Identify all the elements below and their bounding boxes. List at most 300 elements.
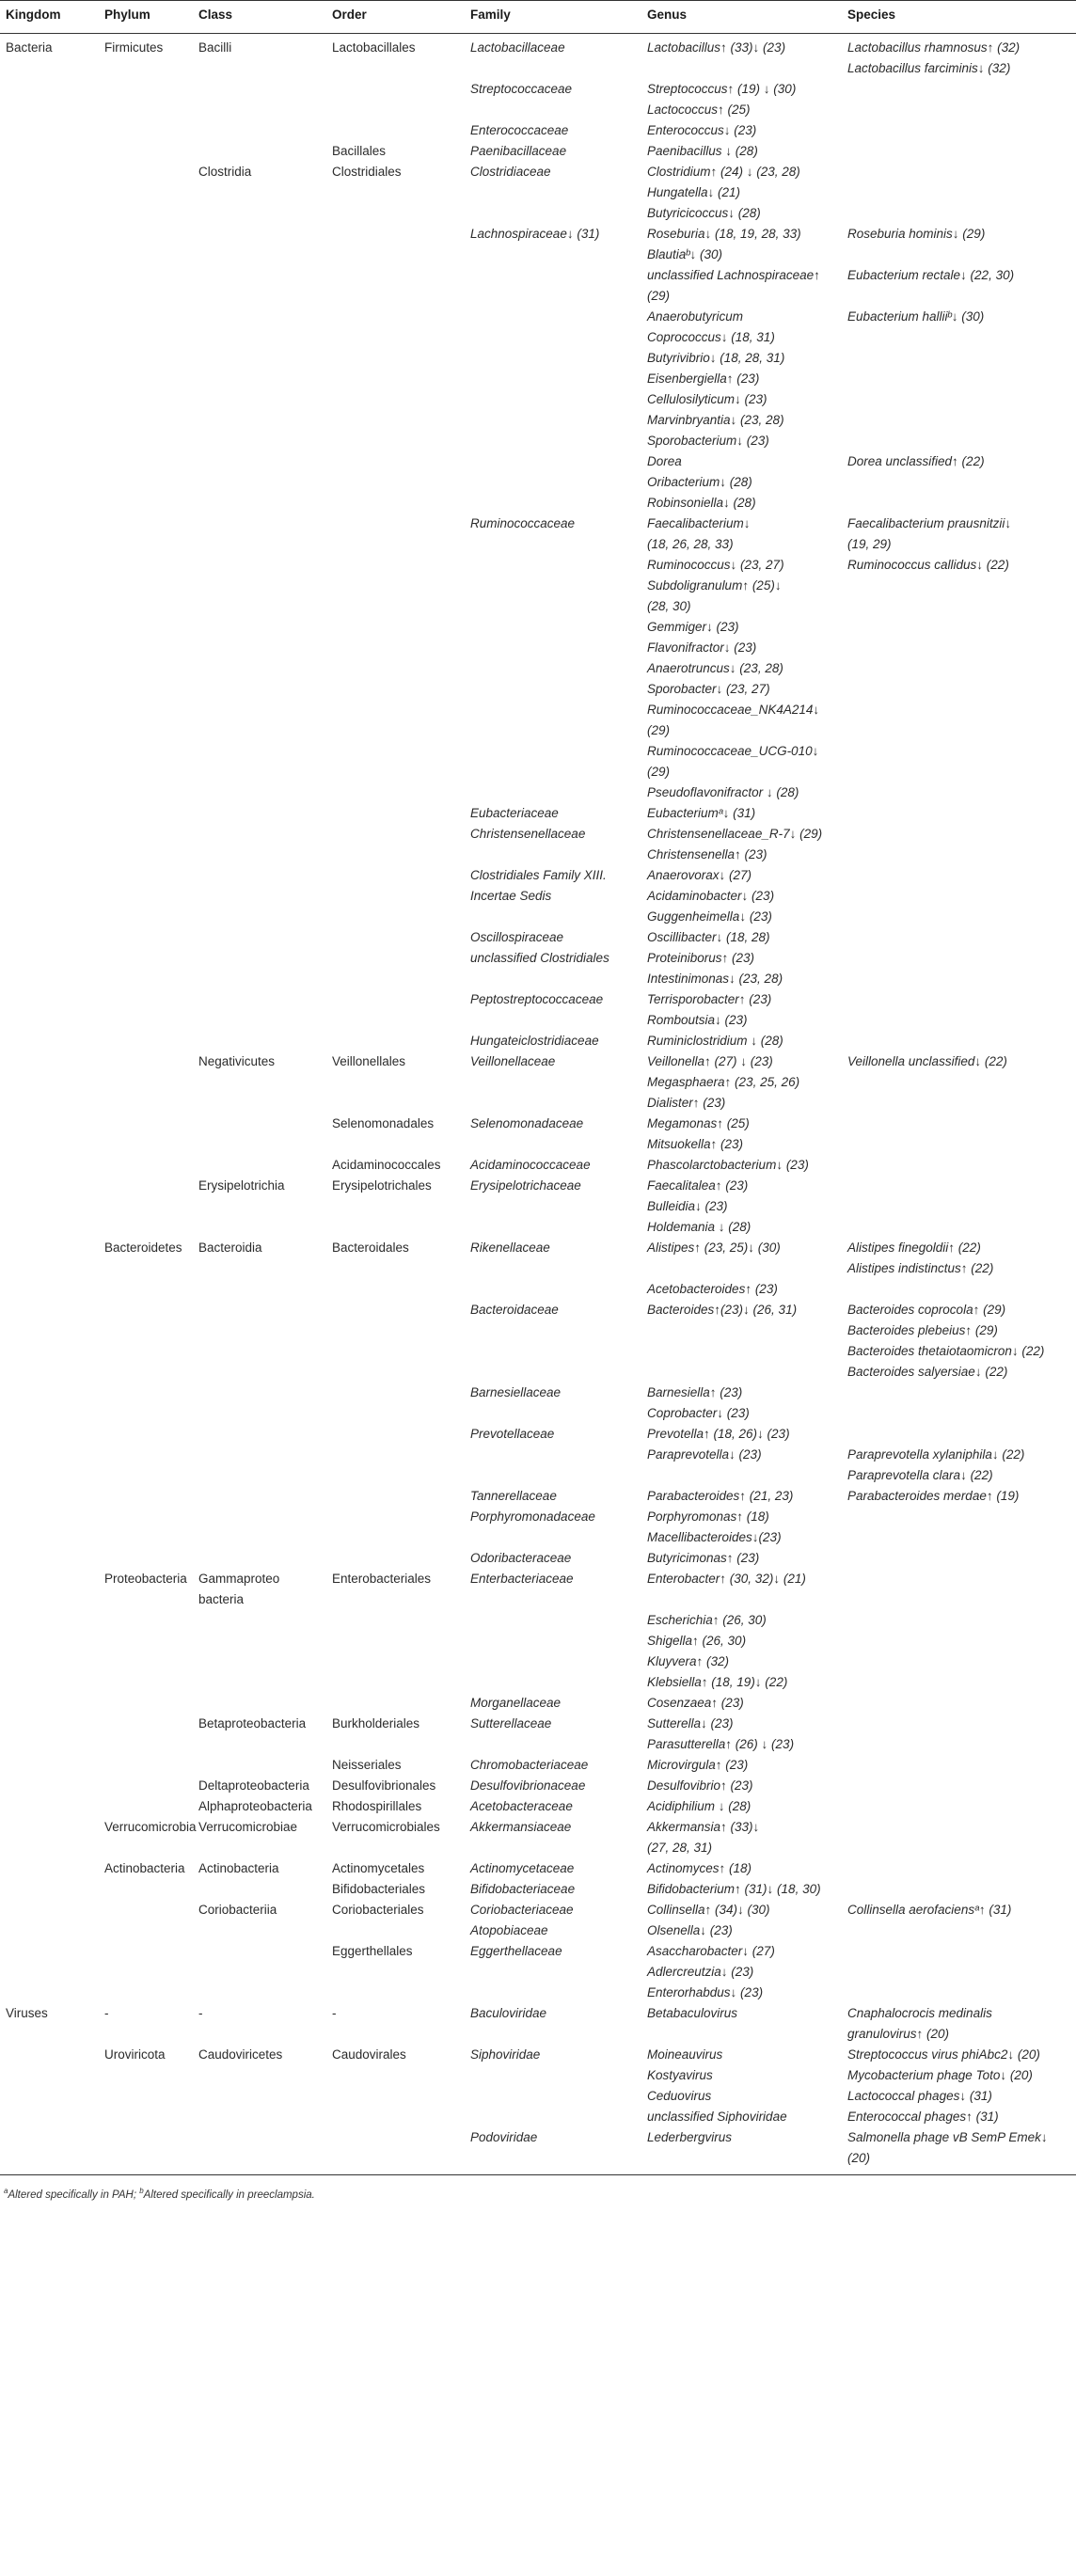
cell-phylum bbox=[99, 514, 193, 534]
cell-genus: Porphyromonas↑ (18) bbox=[647, 1509, 769, 1524]
cell-genus: Ruminiclostridium ↓ (28) bbox=[647, 1034, 783, 1048]
table-row bbox=[0, 679, 1076, 700]
table-row bbox=[0, 1920, 1076, 1941]
cell-family: Akkermansiaceae bbox=[470, 1820, 572, 1834]
cell-kingdom bbox=[0, 1817, 99, 1838]
table-row bbox=[0, 410, 1076, 431]
cell-class bbox=[193, 2065, 326, 2086]
table-row bbox=[0, 1900, 1076, 1920]
cell-family: Christensenellaceae bbox=[470, 827, 586, 841]
cell-phylum bbox=[99, 907, 193, 927]
cell-species: Roseburia hominis↓ (29) bbox=[847, 227, 986, 241]
cell-family bbox=[465, 451, 641, 472]
table-row bbox=[0, 1941, 1076, 1962]
cell-genus: Lactobacillus↑ (33)↓ (23) bbox=[647, 40, 786, 55]
cell-class bbox=[193, 1651, 326, 1672]
header-phylum: Phylum bbox=[99, 1, 193, 34]
cell-genus: Dialister↑ (23) bbox=[647, 1096, 726, 1110]
cell-order: Eggerthellales bbox=[332, 1944, 413, 1958]
cell-genus: Anaerovorax↓ (27) bbox=[647, 868, 752, 882]
cell-species bbox=[842, 327, 1076, 348]
cell-species bbox=[842, 1920, 1076, 1941]
table-row bbox=[0, 327, 1076, 348]
header-genus: Genus bbox=[641, 1, 842, 34]
cell-kingdom bbox=[0, 493, 99, 514]
table-row bbox=[0, 182, 1076, 203]
cell-species: Mycobacterium phage Toto↓ (20) bbox=[847, 2068, 1033, 2082]
table-row bbox=[0, 658, 1076, 679]
cell-class bbox=[193, 782, 326, 803]
cell-family bbox=[465, 638, 641, 658]
table-row bbox=[0, 245, 1076, 265]
cell-order bbox=[326, 2127, 465, 2148]
cell-genus: Bacteroides↑(23)↓ (26, 31) bbox=[647, 1303, 798, 1317]
cell-order bbox=[326, 431, 465, 451]
table-row bbox=[0, 348, 1076, 369]
table-row bbox=[0, 162, 1076, 182]
cell-species bbox=[842, 700, 1076, 720]
cell-class: Betaproteobacteria bbox=[198, 1716, 307, 1731]
cell-class: Verrucomicrobiae bbox=[198, 1820, 298, 1834]
cell-phylum bbox=[99, 1900, 193, 1920]
table-row bbox=[0, 1465, 1076, 1486]
cell-genus: Oribacterium↓ (28) bbox=[647, 475, 752, 489]
cell-genus: Christensenella↑ (23) bbox=[647, 847, 767, 861]
table-row bbox=[0, 1051, 1076, 1072]
cell-genus: Romboutsia↓ (23) bbox=[647, 1013, 748, 1027]
cell-class bbox=[193, 1486, 326, 1507]
cell-order: Lactobacillales bbox=[332, 40, 416, 55]
cell-order bbox=[326, 100, 465, 120]
cell-order bbox=[326, 493, 465, 514]
cell-order bbox=[326, 1072, 465, 1093]
cell-species: Bacteroides coprocola↑ (29) bbox=[847, 1303, 1006, 1317]
cell-family bbox=[465, 1631, 641, 1651]
cell-species bbox=[842, 1093, 1076, 1114]
cell-phylum bbox=[99, 1010, 193, 1031]
cell-kingdom bbox=[0, 1341, 99, 1362]
cell-phylum bbox=[99, 1486, 193, 1507]
cell-family bbox=[465, 327, 641, 348]
cell-species bbox=[842, 824, 1076, 845]
cell-family: Streptococcaceae bbox=[470, 82, 573, 96]
cell-family: Acetobacteraceae bbox=[470, 1799, 573, 1813]
cell-family: Selenomonadaceae bbox=[470, 1116, 584, 1130]
cell-class bbox=[193, 120, 326, 141]
cell-phylum bbox=[99, 451, 193, 472]
cell-species bbox=[842, 1072, 1076, 1093]
cell-kingdom bbox=[0, 286, 99, 307]
cell-phylum bbox=[99, 1217, 193, 1238]
cell-species bbox=[842, 1279, 1076, 1300]
cell-genus: Sporobacterium↓ (23) bbox=[647, 434, 769, 448]
cell-family: Baculoviridae bbox=[470, 2006, 547, 2020]
cell-kingdom bbox=[0, 1465, 99, 1486]
cell-order bbox=[326, 2148, 465, 2169]
cell-order bbox=[326, 1196, 465, 1217]
table-row bbox=[0, 803, 1076, 824]
cell-phylum bbox=[99, 162, 193, 182]
cell-class bbox=[193, 1527, 326, 1548]
cell-class bbox=[193, 1134, 326, 1155]
cell-order: Coriobacteriales bbox=[332, 1903, 424, 1917]
cell-family bbox=[465, 741, 641, 762]
cell-species bbox=[842, 1610, 1076, 1631]
table-row bbox=[0, 1507, 1076, 1527]
cell-class: Erysipelotrichia bbox=[198, 1178, 285, 1193]
cell-species bbox=[842, 431, 1076, 451]
cell-family bbox=[465, 493, 641, 514]
cell-genus: Actinomyces↑ (18) bbox=[647, 1861, 752, 1875]
cell-genus: Olsenella↓ (23) bbox=[647, 1923, 733, 1937]
cell-genus bbox=[641, 1589, 842, 1610]
cell-class bbox=[193, 534, 326, 555]
table-row bbox=[0, 389, 1076, 410]
cell-class bbox=[193, 989, 326, 1010]
table-row bbox=[0, 286, 1076, 307]
cell-species bbox=[842, 410, 1076, 431]
cell-genus: (18, 26, 28, 33) bbox=[647, 537, 734, 551]
cell-kingdom bbox=[0, 1072, 99, 1093]
cell-kingdom bbox=[0, 1176, 99, 1196]
cell-phylum bbox=[99, 1341, 193, 1362]
table-row bbox=[0, 1424, 1076, 1445]
cell-kingdom bbox=[0, 1300, 99, 1320]
cell-order bbox=[326, 1279, 465, 1300]
table-row bbox=[0, 2127, 1076, 2148]
cell-order bbox=[326, 534, 465, 555]
cell-order bbox=[326, 782, 465, 803]
cell-genus: Enterorhabdus↓ (23) bbox=[647, 1985, 764, 1999]
cell-class bbox=[193, 1631, 326, 1651]
cell-class bbox=[193, 576, 326, 596]
cell-kingdom bbox=[0, 1031, 99, 1051]
cell-order bbox=[326, 1962, 465, 1983]
cell-species bbox=[842, 1796, 1076, 1817]
cell-class bbox=[193, 1734, 326, 1755]
cell-family bbox=[465, 1672, 641, 1693]
cell-species bbox=[842, 638, 1076, 658]
cell-class bbox=[193, 1093, 326, 1114]
cell-order bbox=[326, 1217, 465, 1238]
cell-order bbox=[326, 762, 465, 782]
cell-order: Bacillales bbox=[332, 144, 387, 158]
table-row bbox=[0, 1217, 1076, 1238]
table-row bbox=[0, 1589, 1076, 1610]
cell-order bbox=[326, 79, 465, 100]
cell-phylum bbox=[99, 1176, 193, 1196]
cell-phylum bbox=[99, 1941, 193, 1962]
cell-species: Lactobacillus farciminis↓ (32) bbox=[847, 61, 1011, 75]
cell-class bbox=[193, 1341, 326, 1362]
cell-species bbox=[842, 348, 1076, 369]
cell-phylum bbox=[99, 1631, 193, 1651]
cell-kingdom bbox=[0, 2024, 99, 2045]
cell-genus: Cellulosilyticum↓ (23) bbox=[647, 392, 767, 406]
cell-species bbox=[842, 1755, 1076, 1776]
cell-order: Veillonellales bbox=[332, 1054, 406, 1068]
table-row bbox=[0, 120, 1076, 141]
cell-kingdom bbox=[0, 1900, 99, 1920]
cell-species bbox=[842, 1527, 1076, 1548]
cell-family bbox=[465, 1445, 641, 1465]
cell-family: Enterbacteriaceae bbox=[470, 1572, 574, 1586]
cell-order bbox=[326, 617, 465, 638]
cell-order bbox=[326, 265, 465, 286]
cell-order bbox=[326, 307, 465, 327]
cell-kingdom: Bacteria bbox=[6, 40, 53, 55]
cell-genus: Paraprevotella↓ (23) bbox=[647, 1447, 762, 1462]
cell-kingdom bbox=[0, 576, 99, 596]
table-row bbox=[0, 1279, 1076, 1300]
cell-kingdom bbox=[0, 2148, 99, 2169]
cell-kingdom bbox=[0, 1962, 99, 1983]
cell-genus: Sporobacter↓ (23, 27) bbox=[647, 682, 770, 696]
cell-phylum bbox=[99, 1051, 193, 1072]
cell-genus: Collinsella↑ (34)↓ (30) bbox=[647, 1903, 770, 1917]
cell-kingdom bbox=[0, 1672, 99, 1693]
cell-kingdom bbox=[0, 1486, 99, 1507]
cell-kingdom bbox=[0, 1051, 99, 1072]
cell-phylum bbox=[99, 1879, 193, 1900]
cell-kingdom bbox=[0, 803, 99, 824]
cell-family: Rikenellaceae bbox=[470, 1241, 550, 1255]
cell-order bbox=[326, 410, 465, 431]
cell-family: Ruminococcaceae bbox=[470, 516, 576, 530]
cell-family bbox=[465, 265, 641, 286]
table-row bbox=[0, 720, 1076, 741]
cell-species: Bacteroides salyersiae↓ (22) bbox=[847, 1365, 1008, 1379]
cell-genus: Enterococcus↓ (23) bbox=[647, 123, 757, 137]
cell-order bbox=[326, 203, 465, 224]
cell-kingdom bbox=[0, 762, 99, 782]
cell-species bbox=[842, 1714, 1076, 1734]
cell-species: Alistipes finegoldii↑ (22) bbox=[847, 1241, 981, 1255]
cell-phylum bbox=[99, 1838, 193, 1858]
cell-class bbox=[193, 1424, 326, 1445]
cell-family bbox=[465, 410, 641, 431]
cell-species bbox=[842, 162, 1076, 182]
cell-phylum bbox=[99, 1320, 193, 1341]
cell-species bbox=[842, 79, 1076, 100]
table-row bbox=[0, 907, 1076, 927]
cell-kingdom bbox=[0, 741, 99, 762]
cell-class bbox=[193, 369, 326, 389]
cell-family bbox=[465, 596, 641, 617]
cell-order bbox=[326, 120, 465, 141]
cell-species: Paraprevotella xylaniphila↓ (22) bbox=[847, 1447, 1025, 1462]
cell-family bbox=[465, 1983, 641, 2003]
cell-kingdom bbox=[0, 927, 99, 948]
cell-family bbox=[465, 307, 641, 327]
cell-order: Acidaminococcales bbox=[332, 1158, 441, 1172]
cell-class: Bacteroidia bbox=[198, 1241, 262, 1255]
cell-genus: Lederbergvirus bbox=[647, 2130, 733, 2144]
cell-kingdom bbox=[0, 307, 99, 327]
cell-family: Tannerellaceae bbox=[470, 1489, 557, 1503]
cell-order: Rhodospirillales bbox=[332, 1799, 422, 1813]
cell-phylum bbox=[99, 555, 193, 576]
cell-species: Lactobacillus rhamnosus↑ (32) bbox=[847, 40, 1021, 55]
cell-class bbox=[193, 2127, 326, 2148]
table-row bbox=[0, 1672, 1076, 1693]
cell-phylum: Bacteroidetes bbox=[104, 1241, 182, 1255]
cell-order: Bifidobacteriales bbox=[332, 1882, 426, 1896]
cell-class bbox=[193, 389, 326, 410]
table-header bbox=[0, 1, 1076, 34]
cell-kingdom bbox=[0, 907, 99, 927]
cell-phylum bbox=[99, 327, 193, 348]
table-row bbox=[0, 1320, 1076, 1341]
cell-phylum bbox=[99, 1962, 193, 1983]
cell-genus: Parabacteroides↑ (21, 23) bbox=[647, 1489, 794, 1503]
cell-species: Faecalibacterium prausnitzii↓ bbox=[847, 516, 1012, 530]
cell-genus: Streptococcus↑ (19) ↓ (30) bbox=[647, 82, 797, 96]
cell-family bbox=[465, 1403, 641, 1424]
cell-genus: Holdemania ↓ (28) bbox=[647, 1220, 752, 1234]
cell-phylum bbox=[99, 700, 193, 720]
table-row bbox=[0, 762, 1076, 782]
cell-genus: Escherichia↑ (26, 30) bbox=[647, 1613, 767, 1627]
cell-class bbox=[193, 1196, 326, 1217]
table-row bbox=[0, 472, 1076, 493]
cell-class bbox=[193, 596, 326, 617]
cell-species bbox=[842, 617, 1076, 638]
cell-species bbox=[842, 927, 1076, 948]
cell-kingdom bbox=[0, 782, 99, 803]
cell-family bbox=[465, 2024, 641, 2045]
cell-kingdom bbox=[0, 1155, 99, 1176]
cell-species bbox=[842, 1010, 1076, 1031]
cell-kingdom bbox=[0, 79, 99, 100]
cell-order: Enterobacteriales bbox=[332, 1572, 432, 1586]
cell-genus: Pseudoflavonifractor ↓ (28) bbox=[647, 785, 799, 799]
cell-genus: Ceduovirus bbox=[647, 2089, 712, 2103]
cell-order bbox=[326, 658, 465, 679]
cell-family: Erysipelotrichaceae bbox=[470, 1178, 581, 1193]
cell-phylum: Actinobacteria bbox=[104, 1861, 185, 1875]
table-row bbox=[0, 1879, 1076, 1900]
cell-family bbox=[465, 203, 641, 224]
cell-genus: Faecalibacterium↓ bbox=[647, 516, 751, 530]
cell-order bbox=[326, 1320, 465, 1341]
cell-genus: Lactococcus↑ (25) bbox=[647, 103, 751, 117]
cell-species bbox=[842, 762, 1076, 782]
table-row bbox=[0, 1134, 1076, 1155]
cell-kingdom: Viruses bbox=[6, 2006, 48, 2020]
table-row bbox=[0, 1114, 1076, 1134]
table-row bbox=[0, 2148, 1076, 2169]
cell-family: Acidaminococcaceae bbox=[470, 1158, 591, 1172]
cell-order bbox=[326, 1134, 465, 1155]
cell-class bbox=[193, 886, 326, 907]
cell-phylum bbox=[99, 1589, 193, 1610]
cell-genus: Macellibacteroides↓(23) bbox=[647, 1530, 782, 1544]
cell-kingdom bbox=[0, 1858, 99, 1879]
cell-family bbox=[465, 2086, 641, 2107]
cell-class bbox=[193, 348, 326, 369]
cell-class bbox=[193, 245, 326, 265]
cell-family: Siphoviridae bbox=[470, 2047, 541, 2062]
cell-species bbox=[842, 1734, 1076, 1755]
cell-order bbox=[326, 1548, 465, 1569]
cell-family bbox=[465, 389, 641, 410]
table-row bbox=[0, 1714, 1076, 1734]
cell-order bbox=[326, 2065, 465, 2086]
table-row bbox=[0, 1796, 1076, 1817]
table-row bbox=[0, 1072, 1076, 1093]
cell-phylum bbox=[99, 1507, 193, 1527]
cell-genus: Butyricicoccus↓ (28) bbox=[647, 206, 761, 220]
table-row bbox=[0, 1341, 1076, 1362]
table-row bbox=[0, 1445, 1076, 1465]
cell-class bbox=[193, 1300, 326, 1320]
cell-phylum bbox=[99, 100, 193, 120]
cell-species bbox=[842, 907, 1076, 927]
cell-class bbox=[193, 1383, 326, 1403]
cell-kingdom bbox=[0, 2086, 99, 2107]
cell-kingdom bbox=[0, 1507, 99, 1527]
cell-species bbox=[842, 203, 1076, 224]
cell-class: Gammaproteo bbox=[198, 1572, 280, 1586]
table-row bbox=[0, 2086, 1076, 2107]
table-row bbox=[0, 431, 1076, 451]
cell-order bbox=[326, 1693, 465, 1714]
cell-species bbox=[842, 1693, 1076, 1714]
cell-species bbox=[842, 576, 1076, 596]
cell-phylum bbox=[99, 1714, 193, 1734]
cell-species bbox=[842, 1858, 1076, 1879]
cell-genus: Clostridium↑ (24) ↓ (23, 28) bbox=[647, 165, 800, 179]
cell-genus: Anaerobutyricum bbox=[647, 309, 744, 324]
cell-kingdom bbox=[0, 1879, 99, 1900]
cell-class bbox=[193, 472, 326, 493]
cell-genus: Proteiniborus↑ (23) bbox=[647, 951, 755, 965]
cell-species bbox=[842, 1651, 1076, 1672]
cell-genus: Moineauvirus bbox=[647, 2047, 723, 2062]
cell-order bbox=[326, 1672, 465, 1693]
cell-genus: Hungatella↓ (21) bbox=[647, 185, 741, 199]
cell-kingdom bbox=[0, 348, 99, 369]
cell-class bbox=[193, 1983, 326, 2003]
table-row bbox=[0, 824, 1076, 845]
cell-class bbox=[193, 1693, 326, 1714]
cell-kingdom bbox=[0, 451, 99, 472]
cell-order bbox=[326, 472, 465, 493]
cell-genus: Eubacteriumᵃ↓ (31) bbox=[647, 806, 756, 820]
cell-class bbox=[193, 845, 326, 865]
cell-family: Porphyromonadaceae bbox=[470, 1509, 595, 1524]
cell-species bbox=[842, 1879, 1076, 1900]
cell-genus: (29) bbox=[647, 723, 671, 737]
table-row bbox=[0, 596, 1076, 617]
cell-class bbox=[193, 58, 326, 79]
cell-family bbox=[465, 1320, 641, 1341]
cell-kingdom bbox=[0, 265, 99, 286]
cell-species bbox=[842, 596, 1076, 617]
cell-order bbox=[326, 2086, 465, 2107]
table-row bbox=[0, 58, 1076, 79]
cell-species bbox=[842, 1031, 1076, 1051]
cell-kingdom bbox=[0, 658, 99, 679]
cell-phylum bbox=[99, 1920, 193, 1941]
cell-class bbox=[193, 803, 326, 824]
table-body bbox=[0, 34, 1076, 2170]
table-row bbox=[0, 1155, 1076, 1176]
cell-class bbox=[193, 141, 326, 162]
cell-genus: unclassified Siphoviridae bbox=[647, 2110, 787, 2124]
cell-family: Clostridiales Family XIII. bbox=[470, 868, 607, 882]
